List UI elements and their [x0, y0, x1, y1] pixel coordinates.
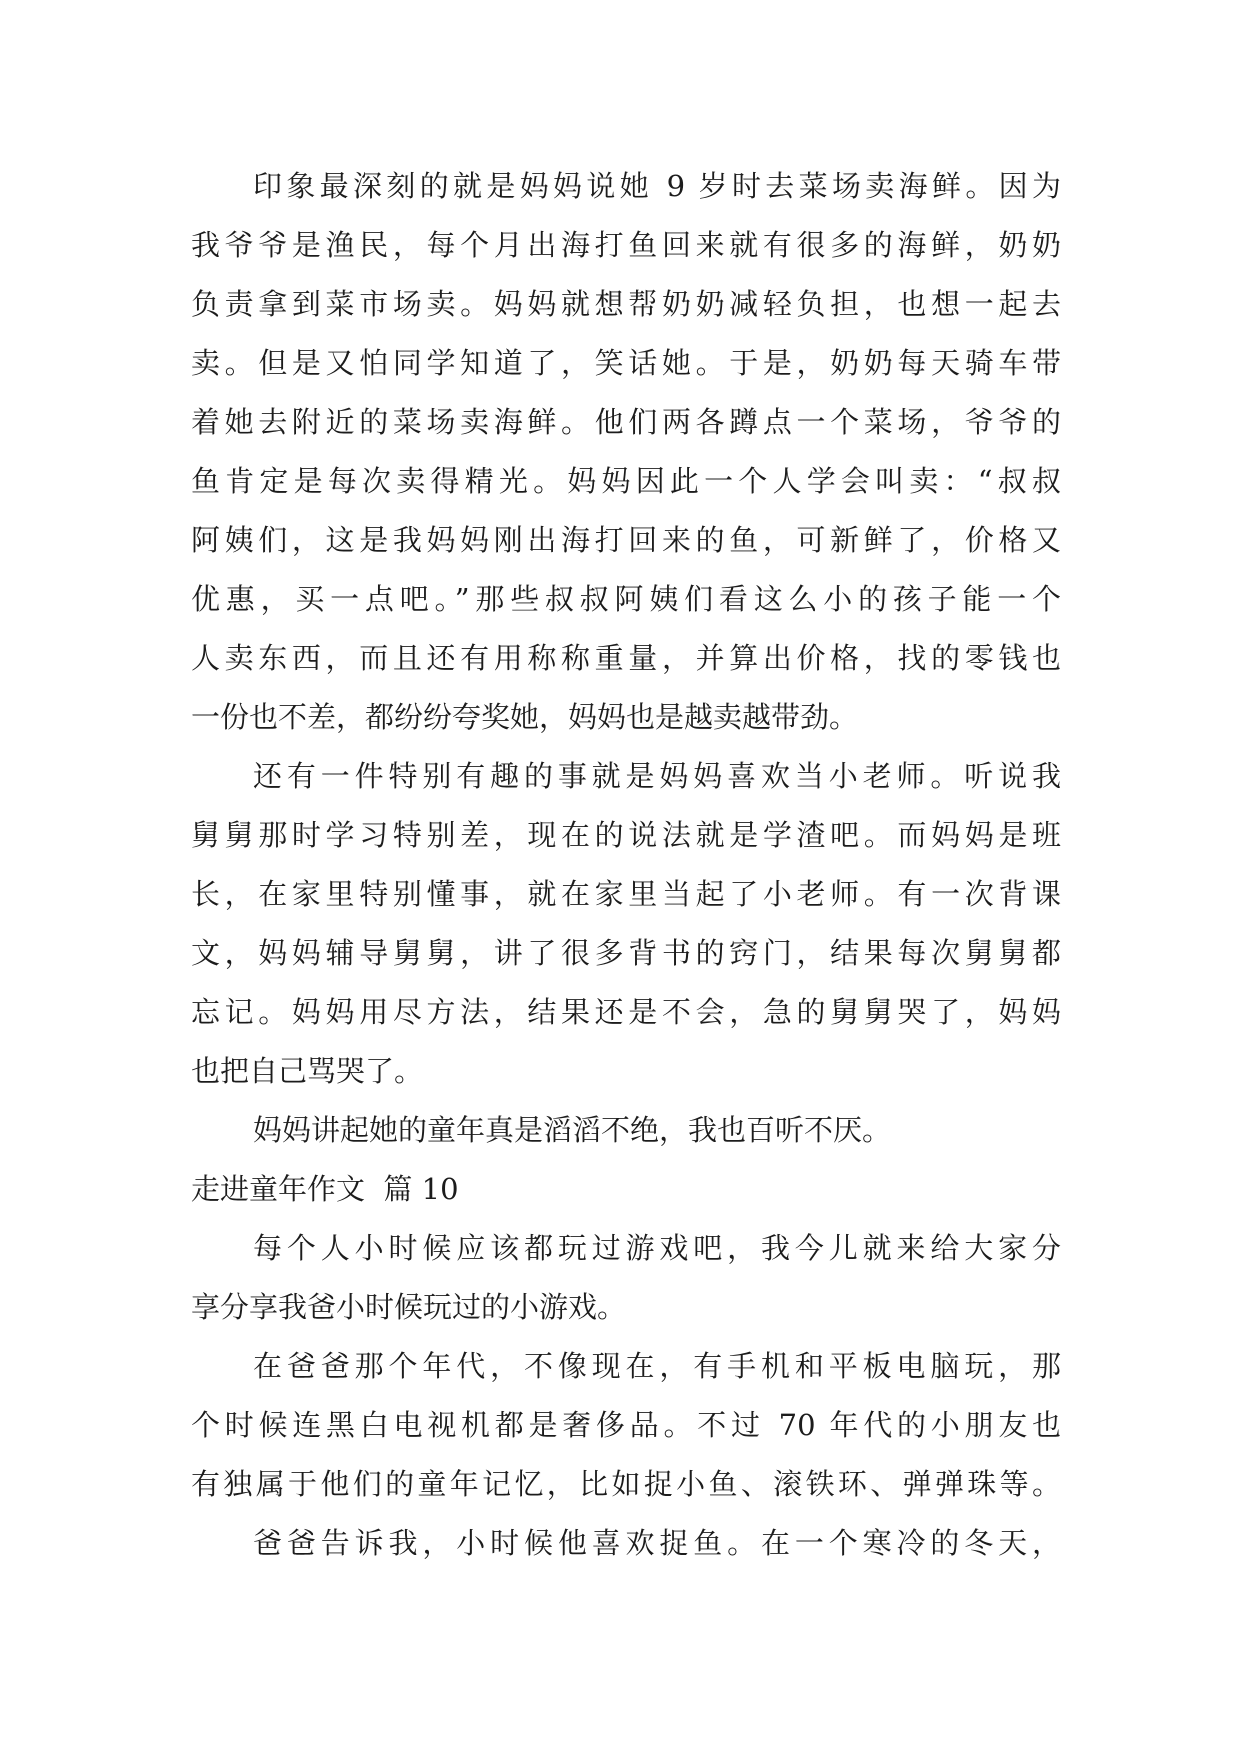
section-heading: 走进童年作文 篇 10 — [191, 1172, 459, 1206]
text-line: 个时候连黑白电视机都是奢侈品。不过 70 年代的小朋友也 — [191, 1408, 1061, 1442]
document-body — [191, 157, 1061, 1573]
text-line: 长，在家里特别懂事，就在家里当起了小老师。有一次背课 — [191, 877, 1061, 911]
text-line: 妈妈讲起她的童年真是滔滔不绝，我也百听不厌。 — [253, 1113, 892, 1147]
paragraph — [191, 747, 1061, 1101]
paragraph — [191, 1219, 1061, 1337]
text-line: 优惠，买一点吧。”那些叔叔阿姨们看这么小的孩子能一个 — [191, 582, 1061, 616]
text-line: 一份也不差，都纷纷夸奖她，妈妈也是越卖越带劲。 — [191, 700, 859, 734]
text-line: 爸爸告诉我，小时候他喜欢捉鱼。在一个寒冷的冬天， — [253, 1526, 1061, 1560]
text-line: 舅舅那时学习特别差，现在的说法就是学渣吧。而妈妈是班 — [191, 818, 1061, 852]
text-line: 我爷爷是渔民，每个月出海打鱼回来就有很多的海鲜，奶奶 — [191, 228, 1061, 262]
text-line: 文，妈妈辅导舅舅，讲了很多背书的窍门，结果每次舅舅都 — [191, 936, 1061, 970]
text-line: 鱼肯定是每次卖得精光。妈妈因此一个人学会叫卖：“叔叔 — [191, 464, 1061, 498]
text-line: 卖。但是又怕同学知道了，笑话她。于是，奶奶每天骑车带 — [191, 346, 1061, 380]
text-line: 印象最深刻的就是妈妈说她 9 岁时去菜场卖海鲜。因为 — [253, 169, 1061, 203]
text-line: 忘记。妈妈用尽方法，结果还是不会，急的舅舅哭了，妈妈 — [191, 995, 1061, 1029]
text-line: 有独属于他们的童年记忆，比如捉小鱼、滚铁环、弹弹珠等。 — [191, 1467, 1061, 1501]
text-line: 人卖东西，而且还有用称称重量，并算出价格，找的零钱也 — [191, 641, 1061, 675]
text-line: 着她去附近的菜场卖海鲜。他们两各蹲点一个菜场，爷爷的 — [191, 405, 1061, 439]
text-line: 每个人小时候应该都玩过游戏吧，我今儿就来给大家分 — [253, 1231, 1061, 1265]
text-line: 阿姨们，这是我妈妈刚出海打回来的鱼，可新鲜了，价格又 — [191, 523, 1061, 557]
paragraph — [191, 157, 1061, 747]
text-line: 负责拿到菜市场卖。妈妈就想帮奶奶减轻负担，也想一起去 — [191, 287, 1061, 321]
paragraph — [191, 1101, 1061, 1160]
text-line: 也把自己骂哭了。 — [191, 1054, 424, 1088]
text-line: 还有一件特别有趣的事就是妈妈喜欢当小老师。听说我 — [253, 759, 1061, 793]
paragraph — [191, 1337, 1061, 1514]
text-line: 享分享我爸小时候玩过的小游戏。 — [191, 1290, 627, 1324]
paragraph — [191, 1514, 1061, 1573]
text-line: 在爸爸那个年代，不像现在，有手机和平板电脑玩，那 — [253, 1349, 1061, 1383]
